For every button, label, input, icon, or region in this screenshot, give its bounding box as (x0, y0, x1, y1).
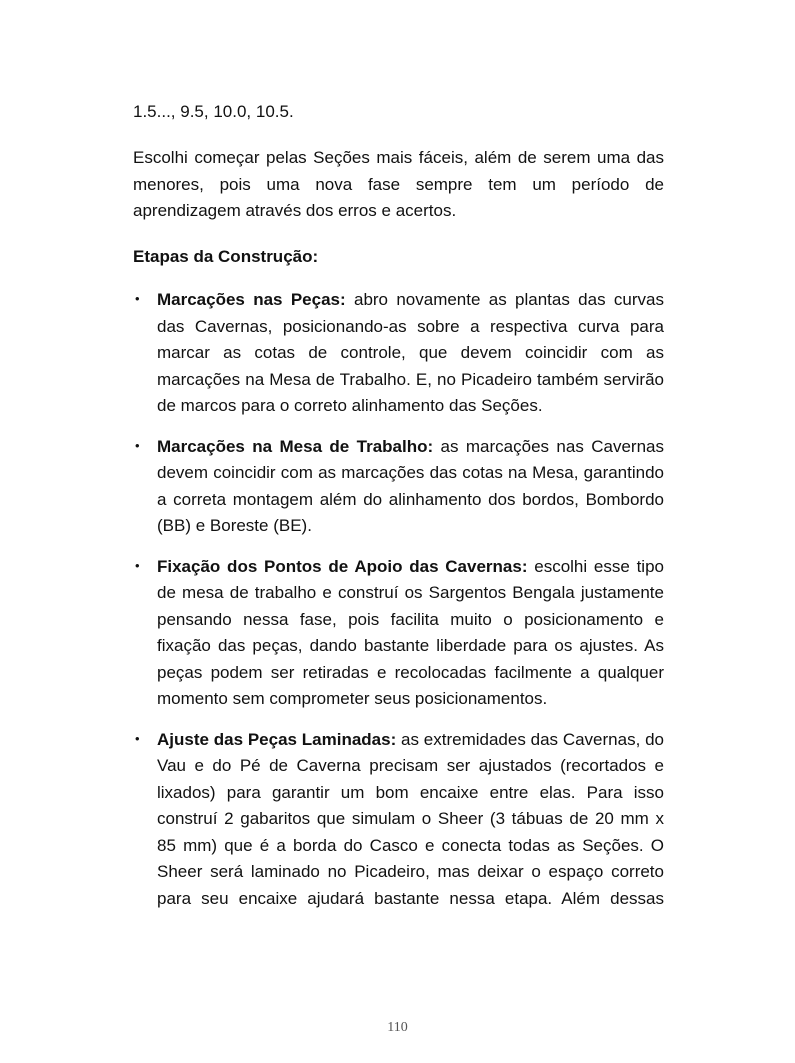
list-item (133, 287, 664, 420)
bullet-lead: Fixação dos Pontos de Apoio das Cavernas: (157, 556, 528, 576)
intro-values-line: 1.5..., 9.5, 10.0, 10.5. (133, 102, 294, 121)
section-heading: Etapas da Construção: (133, 246, 319, 266)
bullet-icon: • (135, 557, 140, 573)
bullet-text: abro novamente as plantas das curvas das Cavernas, posicionando-as sobre a respectiva curva para marcar as cotas de controle, que devem coincidir com as marcações na Mesa de Trabalho. E, no Picadeiro também servirão de marcos para o correto alinhamento das Seções. (157, 290, 664, 415)
bullet-text: as marcações nas Cavernas devem coincidir com as marcações das cotas na Mesa, garantindo a correta montagem além do alinhamento dos bordos, Bombordo (BB) e Boreste (BE). (157, 436, 664, 535)
list-item (133, 434, 664, 540)
list-item (133, 727, 664, 913)
bullet-icon: • (135, 730, 140, 746)
intro-paragraph: Escolhi começar pelas Seções mais fáceis, além de serem uma das menores, pois uma nova fase sempre tem um período de aprendizagem através dos erros e acertos. (133, 148, 664, 220)
list-item (133, 554, 664, 713)
bullet-text: as extremidades das Cavernas, do Vau e do Pé de Caverna precisam ser ajustados (recortados e lixados) para garantir um bom encaixe entre elas. Para isso construí 2 gabaritos que simulam o Sheer (3 tábuas de 20 mm x 85 mm) que é a borda do Casco e conecta todas as Seções. O Sheer será laminado no Picadeiro, mas deixar o espaço correto para seu encaixe ajudará bastante nessa etapa. Além dessas (157, 729, 664, 908)
bullet-lead: Marcações nas Peças: (157, 290, 346, 309)
bullet-text: escolhi esse tipo de mesa de trabalho e construí os Sargentos Bengala justamente pensando nessa fase, pois facilita muito o posicionamento e fixação das peças, dando bastante liberdade para os ajustes. As peças podem ser retiradas e recolocadas facilmente a qualquer momento sem comprometer seus posicionamentos. (157, 556, 664, 708)
bullet-icon: • (135, 291, 140, 306)
page-number: 110 (387, 1020, 408, 1035)
bullet-lead: Marcações na Mesa de Trabalho: (157, 436, 434, 456)
bullet-icon: • (135, 437, 140, 453)
bullet-lead: Ajuste das Peças Laminadas: (157, 729, 397, 749)
page-content (133, 99, 664, 912)
construction-steps-list (133, 287, 664, 912)
